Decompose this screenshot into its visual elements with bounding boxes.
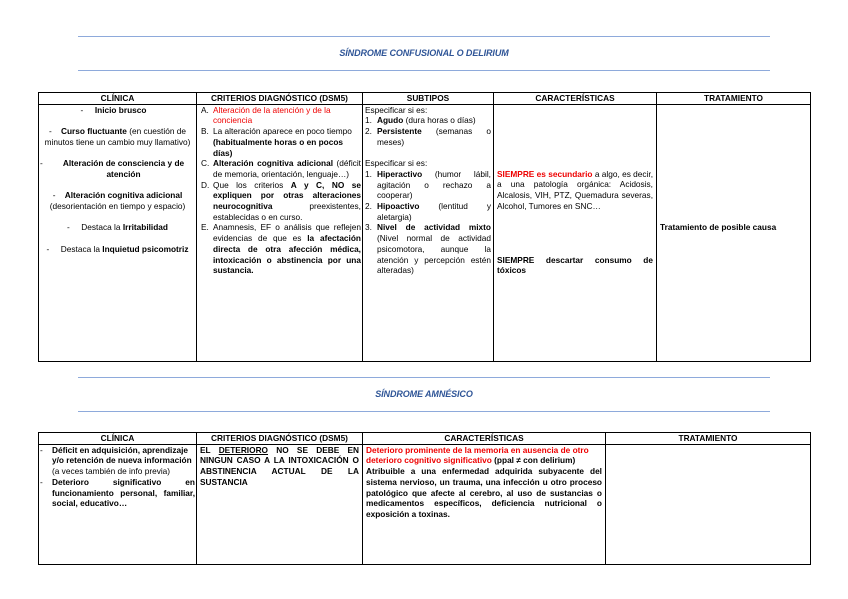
clinica-item: - Inicio brusco: [80, 104, 147, 115]
clinica-item: - Destaca la Inquietud psicomotriz: [46, 243, 189, 254]
subtipo-item: 1. Hiperactivo (humor lábil, agitación o rechazo a cooperar): [365, 168, 491, 201]
clinica-item: - Alteración cognitiva adicional (desorientación en tiempo y espacio): [49, 190, 186, 211]
amnesico-caracteristicas-p1: Deterioro prominente de la memoria en ausencia de otro deterioro cognitivo significativo (ppal ≠ con delirium): [366, 444, 589, 466]
section1-bottom-rule: [78, 70, 770, 71]
header-caracteristicas: CARACTERÍSTICAS: [363, 433, 606, 445]
header-caracteristicas: CARACTERÍSTICAS: [494, 93, 657, 105]
header-tratamiento: TRATAMIENTO: [606, 433, 811, 445]
section1-top-rule: [78, 36, 770, 37]
header-subtipos: SUBTIPOS: [363, 93, 494, 105]
criterio-a: A. Alteración de la atención y de la conciencia: [201, 104, 331, 126]
header-clinica: CLÍNICA: [39, 433, 197, 445]
tratamiento-text: Tratamiento de posible causa: [660, 221, 777, 232]
clinica-item: - Curso fluctuante (en cuestión de minutos tiene un cambio muy llamativo): [44, 126, 191, 147]
header-criterios: CRITERIOS DIAGNÓSTICO (DSM5): [197, 93, 363, 105]
clinica-item: - Alteración de consciencia y de atención: [40, 158, 185, 179]
tratamiento-cell: [657, 104, 811, 361]
section2-top-rule: [78, 377, 770, 378]
clinica-item: - Destaca la Irritabilidad: [67, 222, 168, 233]
header-criterios: CRITERIOS DIAGNÓSTICO (DSM5): [197, 433, 363, 445]
caracteristicas-cell: [494, 104, 657, 361]
criterio-b: B. La alteración aparece en poco tiempo (habitualmente horas o en pocos días): [201, 126, 352, 158]
section1-title: SÍNDROME CONFUSIONAL O DELIRIUM: [339, 48, 509, 58]
section2-bottom-rule: [78, 411, 770, 412]
amnesico-tratamiento-cell: [606, 444, 811, 564]
caracteristicas-p1: SIEMPRE es secundario a algo, es decir, a una patología orgánica: Acidosis, Alcalosis, VIH, PTZ, Quemadura severas, Alcohol, Tumores en SNC…: [497, 168, 654, 211]
clinica-cell: [39, 104, 197, 361]
subtipo-item: 1. Agudo (dura horas o días): [365, 115, 476, 126]
subtipos-intro: Especificar si es:: [365, 158, 428, 169]
amnesico-table: [38, 432, 811, 565]
subtipo-item: 3. Nivel de actividad mixto (Nivel normal de actividad psicomotora, aunque la atención y percepción estén alteradas): [365, 222, 491, 276]
caracteristicas-p2: SIEMPRE descartar consumo de tóxicos: [497, 254, 653, 276]
subtipo-item: 2. Hipoactivo (lentitud y aletargia): [365, 201, 491, 222]
criterio-e: E. Anamnesis, EF o análisis que reflejen evidencias de que es la afectación directa de otra afección médica, intoxicación o abstinencia por una sustancia.: [201, 222, 361, 276]
amnesico-criterios-cell: [197, 444, 363, 564]
clinica-item: - Déficit en adquisición, aprendizaje y/o retención de nueva información (a veces también de info previa): [40, 444, 192, 477]
clinica-item: - Deterioro significativo en funcionamiento personal, familiar, social, educativo…: [40, 476, 195, 509]
criterios-cell: [197, 104, 363, 361]
subtipos-intro: Especificar si es:: [365, 104, 428, 115]
amnesico-criterio: EL DETERIORO NO SE DEBE EN NINGUN CASO A LA INTOXICACIÓN O ABSTINENCIA ACTUAL DE LA SUSTANCIA: [200, 444, 360, 487]
amnesico-clinica-cell: [39, 444, 197, 564]
criterio-c: C. Alteración cognitiva adicional (déficit de memoria, orientación, lenguaje…): [201, 158, 361, 179]
header-clinica: CLÍNICA: [39, 93, 197, 105]
amnesico-caracteristicas-cell: [363, 444, 606, 564]
subtipo-item: 2. Persistente (semanas o meses): [365, 126, 491, 147]
criterio-d: D. Que los criterios A y C, NO se expliquen por otras alteraciones neurocognitiva preexistentes, establecidas o en curso.: [201, 179, 362, 222]
header-tratamiento: TRATAMIENTO: [657, 93, 811, 105]
subtipos-cell: [363, 104, 494, 361]
section2-title: SÍNDROME AMNÉSICO: [375, 389, 473, 399]
amnesico-caracteristicas-p2: Atribuible a una enfermedad adquirida subyacente del sistema nervioso, un trauma, una infección u otro proceso patológico que afecte al cerebro, al uso de sustancias o medicamentos específicos, deficiencia nutricional o exposición a toxinas.: [366, 466, 602, 519]
delirium-table: [38, 92, 811, 362]
